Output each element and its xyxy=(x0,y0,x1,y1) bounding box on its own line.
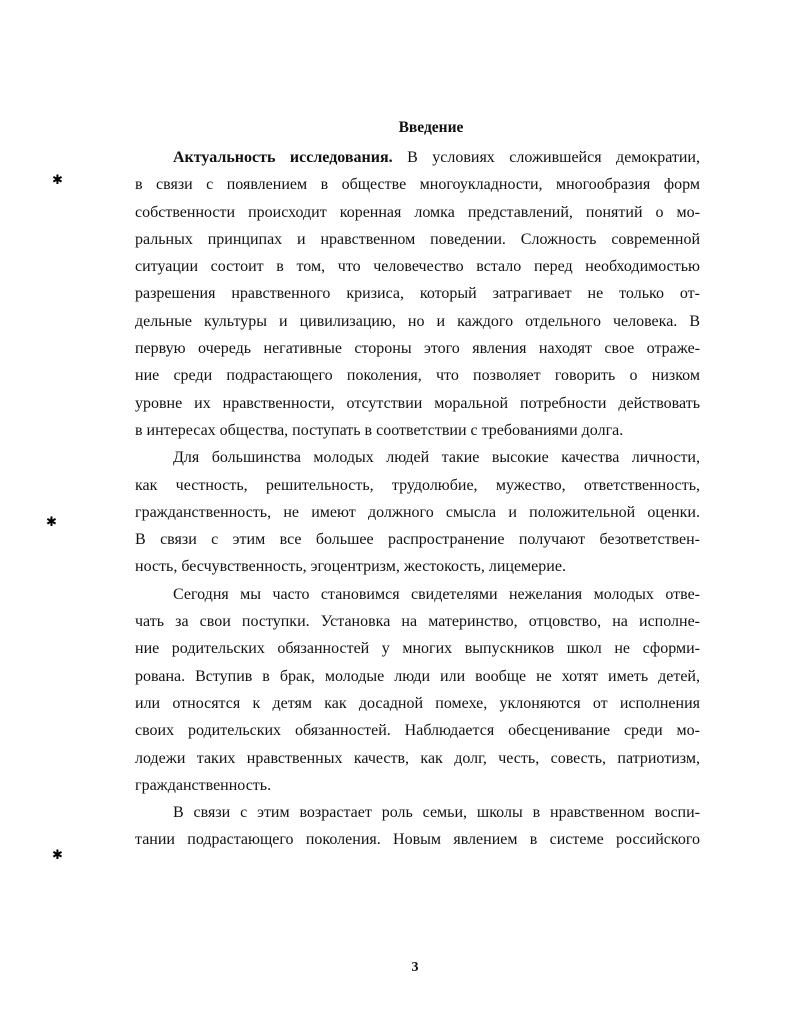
text-line: в связи с появлением в обществе многоукладности, многообразия форм xyxy=(135,176,700,194)
text-line: как честность, решительность, трудолюбие, мужество, ответственность, xyxy=(135,476,700,494)
text-line: собственности происходит коренная ломка представлений, понятий о мо- xyxy=(135,203,700,221)
text-line: рована. Вступив в брак, молодые люди или вообще не хотят иметь детей, xyxy=(135,667,700,685)
text-line: дельные культуры и цивилизацию, но и каждого отдельного человека. В xyxy=(135,312,700,330)
text-line-rest: В условиях сложившейся демократии, xyxy=(392,149,700,166)
text-line: В связи с этим все большее распространение получают безответствен- xyxy=(135,531,700,549)
text-line: разрешения нравственного кризиса, который затрагивает не только от- xyxy=(135,285,700,303)
text-line: в интересах общества, поступать в соответствии с требованиями долга. xyxy=(135,421,624,439)
text-line: уровне их нравственности, отсутствии моральной потребности действовать xyxy=(135,394,700,412)
text-line: первую очередь негативные стороны этого явления находят свое отраже- xyxy=(135,340,700,358)
page-number: 3 xyxy=(411,960,419,975)
text-line: чать за свои поступки. Установка на материнство, отцовство, на исполне- xyxy=(135,613,700,631)
text-line: тании подрастающего поколения. Новым явлением в системе российского xyxy=(135,831,700,849)
text-line: гражданственность. xyxy=(135,776,272,794)
punch-hole-mark: ✱ xyxy=(52,847,63,862)
text-line xyxy=(135,144,700,171)
punch-hole-mark: ✱ xyxy=(46,514,57,529)
text-line: ние среди подрастающего поколения, что позволяет говорить о низком xyxy=(135,367,700,385)
text-line: ральных принципах и нравственном поведении. Сложность современной xyxy=(135,230,700,248)
text-line: гражданственность, не имеют должного смысла и положительной оценки. xyxy=(135,503,700,521)
punch-hole-mark: ✱ xyxy=(52,172,63,187)
text-line: или относятся к детям как досадной помехе, уклоняются от исполнения xyxy=(135,694,700,712)
text-line: ность, бесчувственность, эгоцентризм, жестокость, лицемерие. xyxy=(135,558,566,576)
text-line: ситуации состоит в том, что человечество встало перед необходимостью xyxy=(135,258,700,276)
text-line: Для большинства молодых людей такие высокие качества личности, xyxy=(173,449,700,467)
text-line: лодежи таких нравственных качеств, как долг, честь, совесть, патриотизм, xyxy=(135,749,700,767)
text-line: Сегодня мы часто становимся свидетелями нежелания молодых отве- xyxy=(173,585,700,603)
document-body xyxy=(135,144,700,854)
text-line: В связи с этим возрастает роль семьи, школы в нравственном воспи- xyxy=(173,804,700,822)
paragraph-lead: Актуальность исследования. xyxy=(173,149,393,166)
section-heading: Введение xyxy=(398,119,464,136)
text-line: ние родительских обязанностей у многих выпускников школ не сформи- xyxy=(135,640,700,658)
text-line: своих родительских обязанностей. Наблюдается обесценивание среди мо- xyxy=(135,722,700,740)
